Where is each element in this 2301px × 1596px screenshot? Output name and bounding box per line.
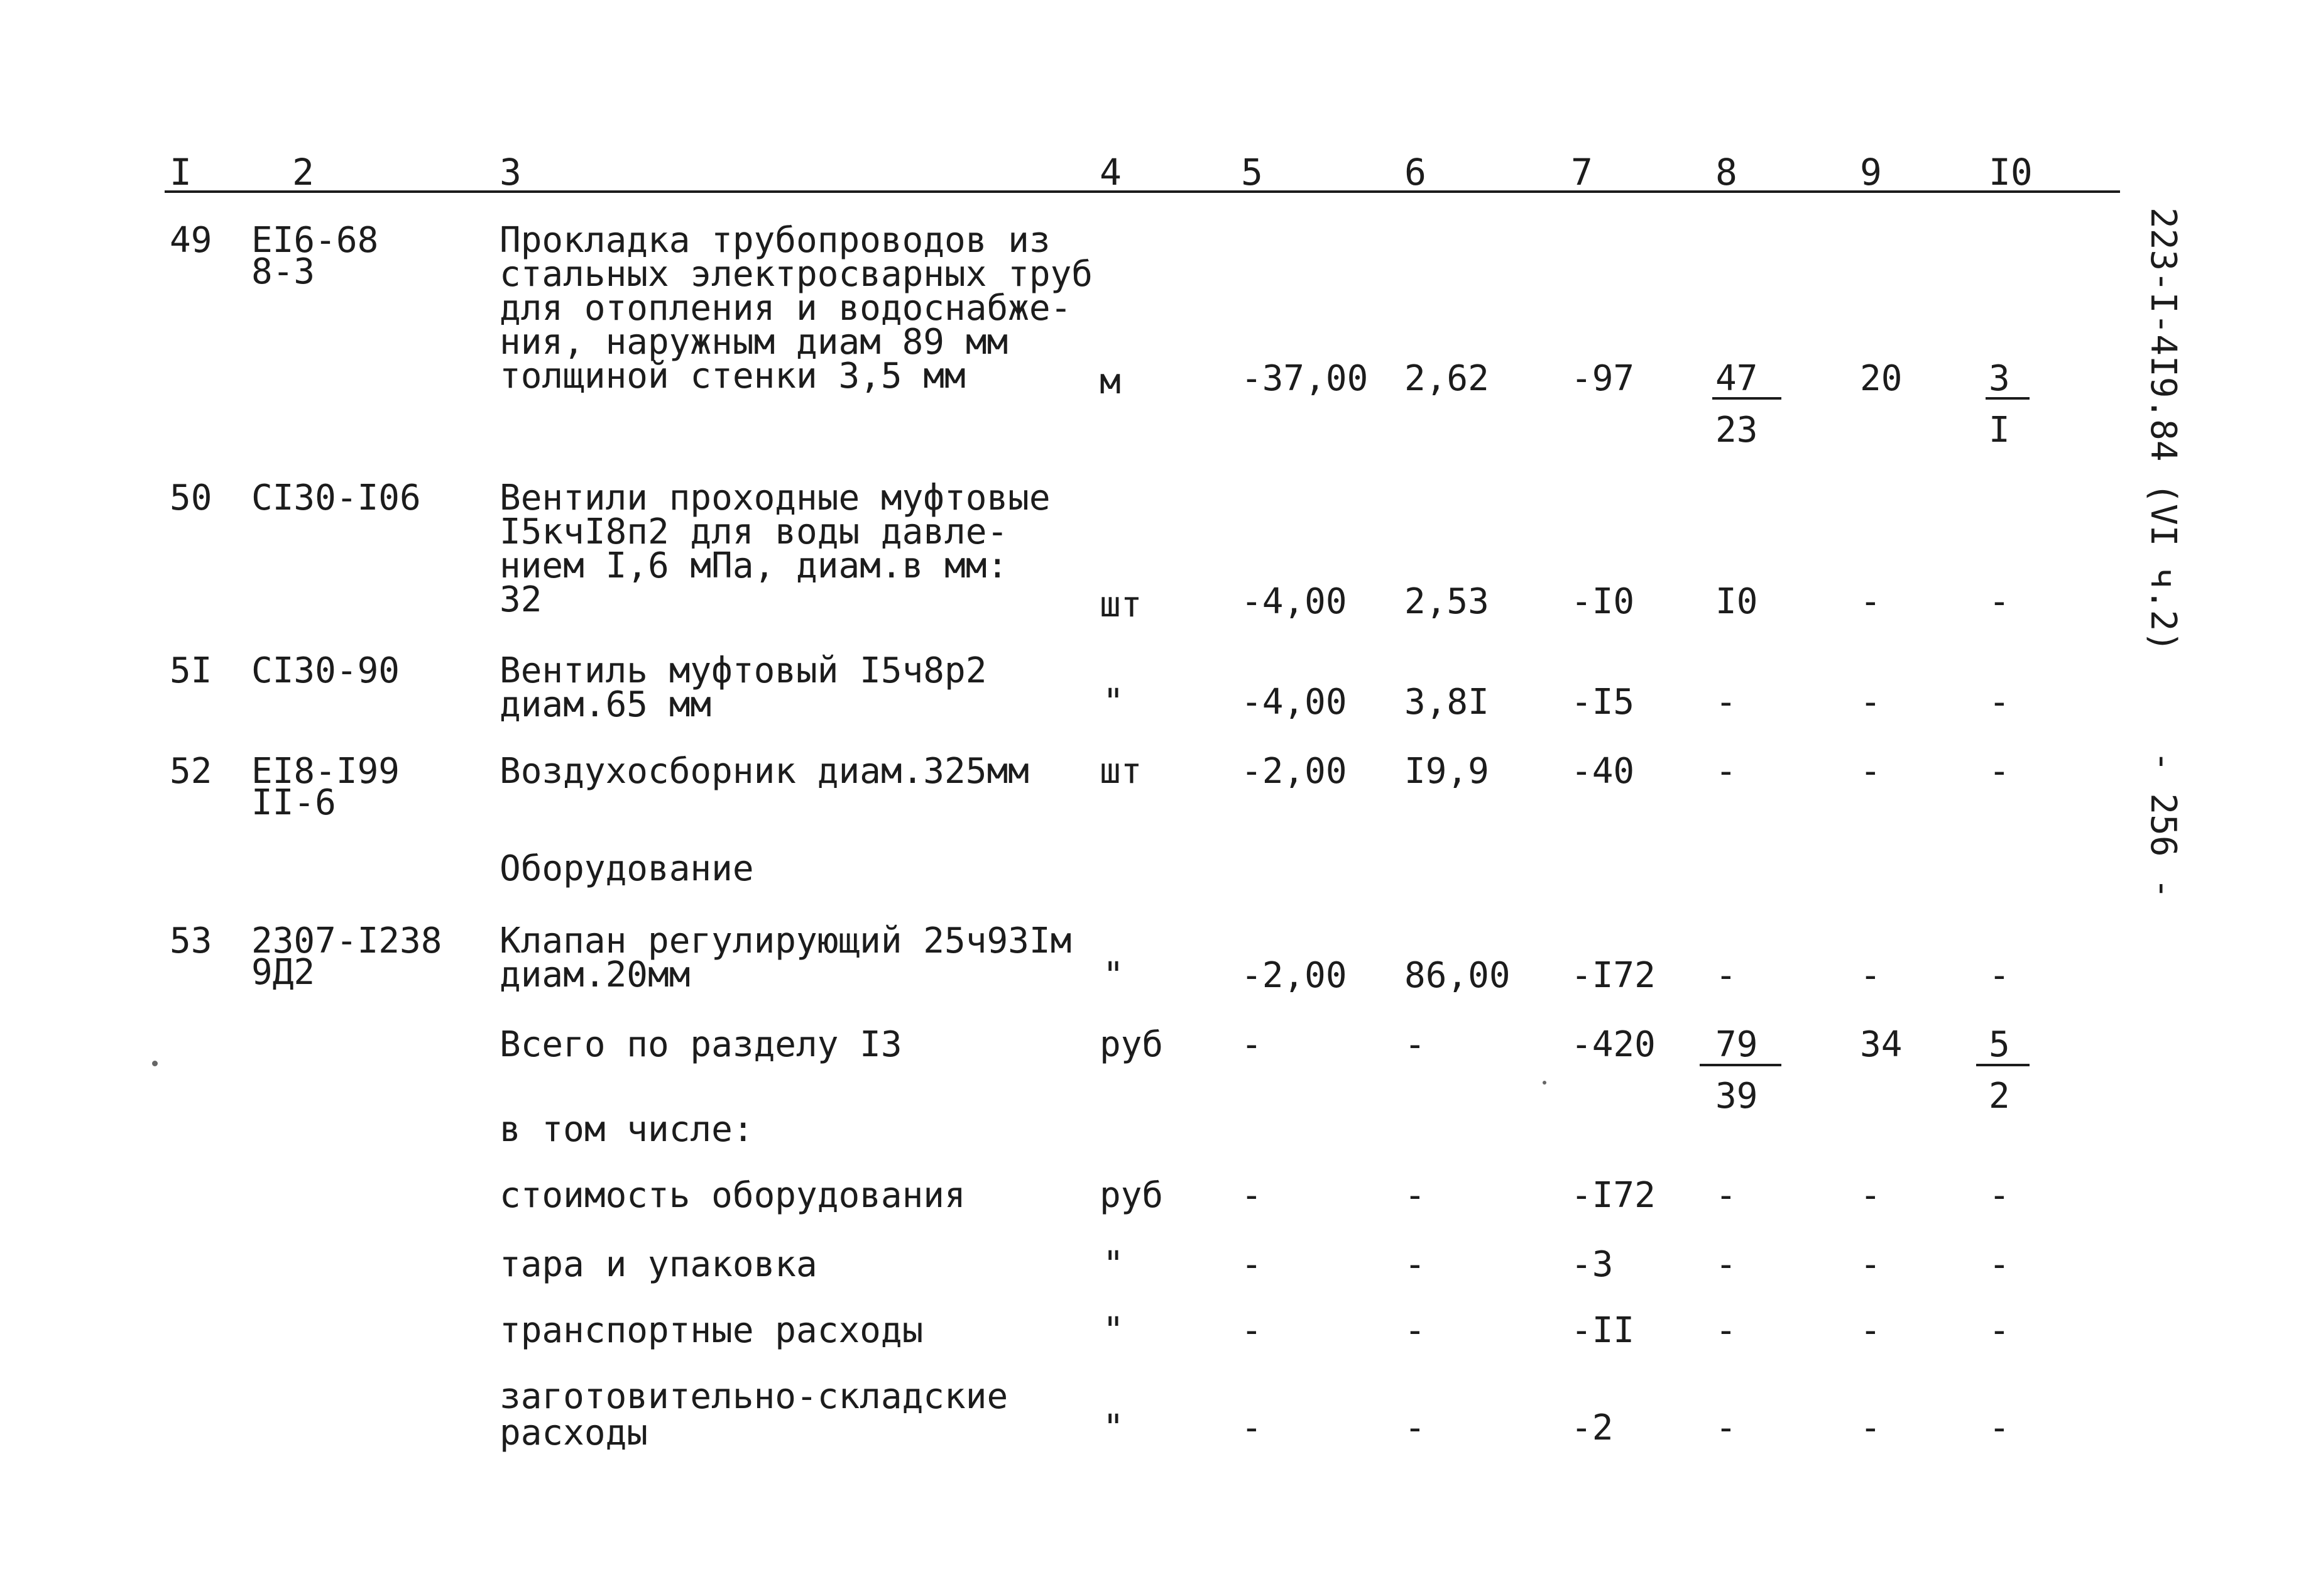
row-name-line: ния, наружным диам 89 мм <box>500 322 1008 363</box>
total-col10-top: 5 <box>1989 1024 2010 1065</box>
total-col10-bottom: 2 <box>1989 1076 2010 1117</box>
sub-label: стоимость оборудования <box>500 1175 966 1216</box>
row-quantity: -37,00 <box>1241 358 1369 399</box>
header-col-10: I0 <box>1989 151 2033 194</box>
row-col10: - <box>1989 581 2010 622</box>
row-cost: -I0 <box>1571 581 1635 622</box>
row-quantity: -2,00 <box>1241 751 1347 792</box>
row-name-line: нием I,6 мПа, диам.в мм: <box>500 545 1008 586</box>
total-col8-bottom: 39 <box>1715 1076 1758 1117</box>
row-col8: - <box>1715 955 1737 996</box>
sub-cost: -II <box>1571 1310 1635 1351</box>
sub-cost: -3 <box>1571 1244 1614 1285</box>
row-col10: - <box>1989 682 2010 723</box>
total-col9: 34 <box>1860 1024 1903 1065</box>
sub-col10: - <box>1989 1244 2010 1285</box>
sub-col5: - <box>1241 1310 1262 1351</box>
sub-col5: - <box>1241 1244 1262 1285</box>
sub-col10: - <box>1989 1310 2010 1351</box>
sub-col10: - <box>1989 1175 2010 1216</box>
fraction-bar <box>1700 1064 1781 1066</box>
row-col8: - <box>1715 751 1737 792</box>
sub-col9: - <box>1860 1244 1881 1285</box>
row-name-line: Клапан регулирующий 25ч93Iм <box>500 921 1072 961</box>
total-unit: руб <box>1100 1024 1164 1065</box>
row-unit: м <box>1100 361 1121 402</box>
total-col6: - <box>1404 1024 1426 1065</box>
row-col9: 20 <box>1860 358 1903 399</box>
total-col8-top: 79 <box>1715 1024 1758 1065</box>
header-col-3: 3 <box>500 151 522 194</box>
row-price: 86,00 <box>1404 955 1511 996</box>
row-name-line: стальных электросварных труб <box>500 254 1093 295</box>
row-price: 3,8I <box>1404 682 1489 723</box>
fraction-bar <box>1976 1064 2030 1066</box>
row-cost: -I5 <box>1571 682 1635 723</box>
row-number: 5I <box>170 650 212 691</box>
row-unit: " <box>1103 955 1124 996</box>
sub-unit: руб <box>1100 1175 1164 1216</box>
row-name-line: 32 <box>500 579 542 620</box>
side-document-code: 223-I-4I9.84 (VI ч.2) <box>2143 207 2183 653</box>
row-name-line: толщиной стенки 3,5 мм <box>500 356 966 396</box>
section-heading: Оборудование <box>500 848 754 889</box>
row-name-line: диам.20мм <box>500 954 691 995</box>
header-col-6: 6 <box>1404 151 1426 194</box>
sub-col9: - <box>1860 1310 1881 1351</box>
row-col8-top: 47 <box>1715 358 1758 399</box>
row-price: I9,9 <box>1404 751 1489 792</box>
row-col8: I0 <box>1715 581 1758 622</box>
row-unit: шт <box>1100 584 1142 625</box>
row-col9: - <box>1860 581 1881 622</box>
row-number: 52 <box>170 751 212 792</box>
header-col-2: 2 <box>292 151 314 194</box>
row-code: 2307-I238 <box>251 921 442 961</box>
row-cost: -40 <box>1571 751 1635 792</box>
header-col-5: 5 <box>1241 151 1263 194</box>
header-rule <box>165 190 2120 193</box>
sub-unit: " <box>1103 1407 1124 1448</box>
sub-unit: " <box>1103 1310 1124 1351</box>
sub-label: тара и упаковка <box>500 1244 817 1285</box>
row-col10-top: 3 <box>1989 358 2010 399</box>
row-code: CI30-I06 <box>251 478 421 518</box>
row-col10: - <box>1989 751 2010 792</box>
including-label: в том числе: <box>500 1109 754 1150</box>
sub-col5: - <box>1241 1407 1262 1448</box>
sub-col6: - <box>1404 1244 1426 1285</box>
row-name-line: I5кчI8п2 для воды давле- <box>500 511 1008 552</box>
row-cost: -I72 <box>1571 955 1656 996</box>
row-unit: " <box>1103 682 1124 723</box>
row-quantity: -4,00 <box>1241 682 1347 723</box>
sub-col8: - <box>1715 1175 1737 1216</box>
row-cost: -97 <box>1571 358 1635 399</box>
row-name-line: диам.65 мм <box>500 684 712 725</box>
row-col9: - <box>1860 751 1881 792</box>
row-name-line: Воздухосборник диам.325мм <box>500 751 1029 792</box>
sub-label: транспортные расходы <box>500 1310 924 1351</box>
sub-col10: - <box>1989 1407 2010 1448</box>
row-col10: - <box>1989 955 2010 996</box>
row-code: EI6-68 <box>251 220 379 261</box>
scan-speck <box>152 1061 158 1066</box>
sub-col9: - <box>1860 1175 1881 1216</box>
sub-label: заготовительно-складские <box>500 1376 1008 1417</box>
sub-unit: " <box>1103 1244 1124 1285</box>
row-quantity: -4,00 <box>1241 581 1347 622</box>
scan-speck <box>1543 1081 1546 1085</box>
fraction-bar <box>1986 397 2030 400</box>
row-col8: - <box>1715 682 1737 723</box>
row-col10-bottom: I <box>1989 410 2010 451</box>
sub-cost: -I72 <box>1571 1175 1656 1216</box>
row-name-line: Вентили проходные муфтовые <box>500 478 1051 518</box>
sub-col8: - <box>1715 1310 1737 1351</box>
sub-col6: - <box>1404 1175 1426 1216</box>
row-col8-bottom: 23 <box>1715 410 1758 451</box>
row-code: II-6 <box>251 782 336 823</box>
row-code: 8-3 <box>251 251 315 292</box>
row-quantity: -2,00 <box>1241 955 1347 996</box>
row-number: 50 <box>170 478 212 518</box>
sub-cost: -2 <box>1571 1407 1614 1448</box>
row-price: 2,62 <box>1404 358 1489 399</box>
row-number: 49 <box>170 220 212 261</box>
header-col-8: 8 <box>1715 151 1737 194</box>
total-cost: -420 <box>1571 1024 1656 1065</box>
fraction-bar <box>1712 397 1781 400</box>
row-name-line: Вентиль муфтовый I5ч8р2 <box>500 650 987 691</box>
row-code: 9Д2 <box>251 952 315 993</box>
sub-col5: - <box>1241 1175 1262 1216</box>
side-page-number: - 256 - <box>2143 751 2183 900</box>
total-label: Всего по разделу I3 <box>500 1024 902 1065</box>
sub-col9: - <box>1860 1407 1881 1448</box>
header-col-7: 7 <box>1571 151 1593 194</box>
row-unit: шт <box>1100 751 1142 792</box>
row-code: EI8-I99 <box>251 751 400 792</box>
row-number: 53 <box>170 921 212 961</box>
row-name-line: для отопления и водоснабже- <box>500 288 1072 329</box>
total-col5: - <box>1241 1024 1262 1065</box>
sub-label: расходы <box>500 1413 648 1453</box>
sub-col8: - <box>1715 1407 1737 1448</box>
sub-col6: - <box>1404 1310 1426 1351</box>
row-col9: - <box>1860 955 1881 996</box>
sub-col6: - <box>1404 1407 1426 1448</box>
header-col-1: I <box>170 151 192 194</box>
row-col9: - <box>1860 682 1881 723</box>
row-name-line: Прокладка трубопроводов из <box>500 220 1051 261</box>
sub-col8: - <box>1715 1244 1737 1285</box>
row-code: CI30-90 <box>251 650 400 691</box>
header-col-4: 4 <box>1100 151 1122 194</box>
header-col-9: 9 <box>1860 151 1882 194</box>
row-price: 2,53 <box>1404 581 1489 622</box>
